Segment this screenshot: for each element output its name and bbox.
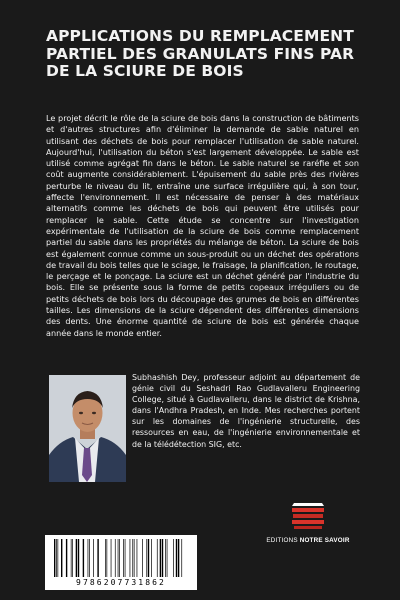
publisher-brand: NOTRE SAVOIR (299, 537, 350, 544)
barcode-bar (93, 539, 94, 577)
barcode-bar (137, 539, 138, 577)
publisher-logo (258, 497, 358, 547)
barcode-bar (132, 539, 133, 577)
author-bio: Subhashish Dey, professeur adjoint au département de génie civil du Seshadri Rao Gudlavalleru Engineering College, situé à Gudlavalleru, dans le district de Krishna, dans l'Andhra Pradesh, en Inde. Mes recherches portent sur les domaines de l'ingénierie structurelle, des ressources en eau, de l'ingénierie environnementale et de la télédétection SIG, etc. (132, 373, 360, 449)
barcode-bar (115, 539, 116, 577)
publisher-prefix: EDITIONS (266, 537, 300, 544)
barcode-bar (72, 539, 73, 577)
barcode-bar (151, 539, 152, 577)
barcode-bar (173, 539, 174, 577)
barcode-bar (105, 539, 106, 577)
isbn-barcode (45, 535, 197, 590)
barcode-bar (97, 539, 98, 577)
barcode-bar (142, 539, 143, 577)
barcode-bar (61, 539, 62, 577)
barcode-bar (181, 539, 182, 577)
author-portrait-image (49, 375, 126, 482)
barcode-bar (83, 539, 84, 577)
barcode-bar (76, 539, 77, 577)
barcode-bar (165, 539, 166, 577)
barcode-bar (157, 539, 158, 577)
barcode-bar (123, 539, 124, 577)
author-photo (49, 375, 126, 482)
barcode-bar (78, 539, 79, 577)
barcode-bar (134, 539, 135, 577)
barcode-bar (111, 539, 112, 577)
barcode-bar (148, 539, 149, 577)
barcode-bar (167, 539, 168, 577)
barcode-bar (146, 539, 147, 577)
barcode-bar (88, 539, 89, 577)
barcode-bar (107, 539, 108, 577)
book-abstract: Le projet décrit le rôle de la sciure de bois dans la construction de bâtiments et d'autres structures afin d'éliminer la demande de sable naturel en utilisant des déchets de bois pour remplacer l'utilisation de sable naturel. Aujourd'hui, l'utilisation du béton s'est largement développée. Le sable est utilisé comme agrégat fin dans le béton. Le sable naturel se raréfie et son coût augmente considérablement. L'épuisement du sable près des rivières perturbe le niveau du lit, entraîne une surface irrégulière qui, à son tour, affecte l'environnement. Il est nécessaire de penser à des matériaux alternatifs comme les déchets de bois qui peuvent être utilisés pour remplacer le sable. Cette étude se concentre sur l'investigation expérimentale de l'utilisation de la sciure de bois comme remplacement partiel du sable dans les propriétés du mélange de béton. La sciure de bois est également connue comme un sous-produit ou un déchet des opérations de travail du bois telles que le sciage, le fraisage, la planification, le routage, le perçage et le ponçage. La sciure est un déchet généré par l'industrie du bois. Elle se présente sous la forme de petits copeaux irréguliers ou de petits déchets de bois lors du découpage des grumes de bois en différentes tailles. Les dimensions de la sciure dépendent des différentes dimensions des dents. Une énorme quantité de sciure de bois est générée chaque année dans le monde entier. (46, 113, 359, 338)
barcode-bar (162, 539, 163, 577)
barcode-bar (56, 539, 57, 577)
barcode-bar (66, 539, 67, 577)
barcode-bar (125, 539, 126, 577)
stacked-books-icon (288, 497, 328, 533)
isbn-number: 9786207731862 (76, 578, 166, 587)
book-title: APPLICATIONS DU REMPLACEMENT PARTIEL DES GRANULATS FINS PAR DE LA SCIURE DE BOIS (46, 27, 355, 80)
barcode-bar (54, 539, 55, 577)
barcode-bars (54, 539, 188, 577)
barcode-bar (160, 539, 161, 577)
barcode-bar (119, 539, 120, 577)
barcode-bar (71, 539, 72, 577)
barcode-bar (176, 539, 177, 577)
barcode-bar (130, 539, 131, 577)
barcode-bar (178, 539, 179, 577)
barcode-bar (58, 539, 59, 577)
barcode-bar (118, 539, 119, 577)
barcode-bar (89, 539, 90, 577)
publisher-name (258, 537, 358, 544)
